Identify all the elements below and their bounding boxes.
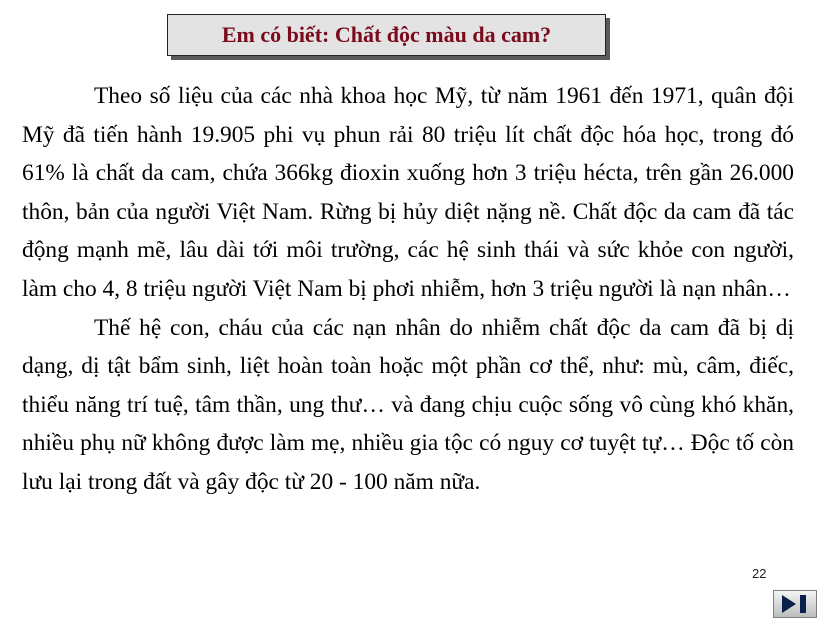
slide-title: Em có biết: Chất độc màu da cam? — [221, 22, 552, 47]
body-text — [22, 77, 794, 502]
title-box — [167, 14, 606, 56]
play-next-icon — [779, 594, 811, 614]
next-slide-button[interactable] — [773, 590, 817, 618]
paragraph-2: Thế hệ con, cháu của các nạn nhân do nhiễm chất độc da cam đã bị dị dạng, dị tật bẩm sinh, liệt hoàn toàn hoặc một phần cơ thể, như: mù, câm, điếc, thiểu năng trí tuệ, tâm thần, ung thư… và đang chịu cuộc sống vô cùng khó khăn, nhiều phụ nữ không được làm mẹ, nhiều gia tộc có nguy cơ tuyệt tự… Độc tố còn lưu lại trong đất và gây độc từ 20 - 100 năm nữa. — [22, 314, 794, 495]
paragraph-1: Theo số liệu của các nhà khoa học Mỹ, từ năm 1961 đến 1971, quân đội Mỹ đã tiến hành 19.905 phi vụ phun rải 80 triệu lít chất độc hóa học, trong đó 61% là chất da cam, chứa 366kg đioxin xuống hơn 3 triệu hécta, trên gần 26.000 thôn, bản của người Việt Nam. Rừng bị hủy diệt nặng nề. Chất độc da cam đã tác động mạnh mẽ, lâu dài tới môi trường, các hệ sinh thái và sức khỏe con người, làm cho 4, 8 triệu người Việt Nam bị phơi nhiễm, hơn 3 triệu người là nạn nhân… — [22, 83, 794, 302]
page-number: 22 — [752, 566, 767, 581]
